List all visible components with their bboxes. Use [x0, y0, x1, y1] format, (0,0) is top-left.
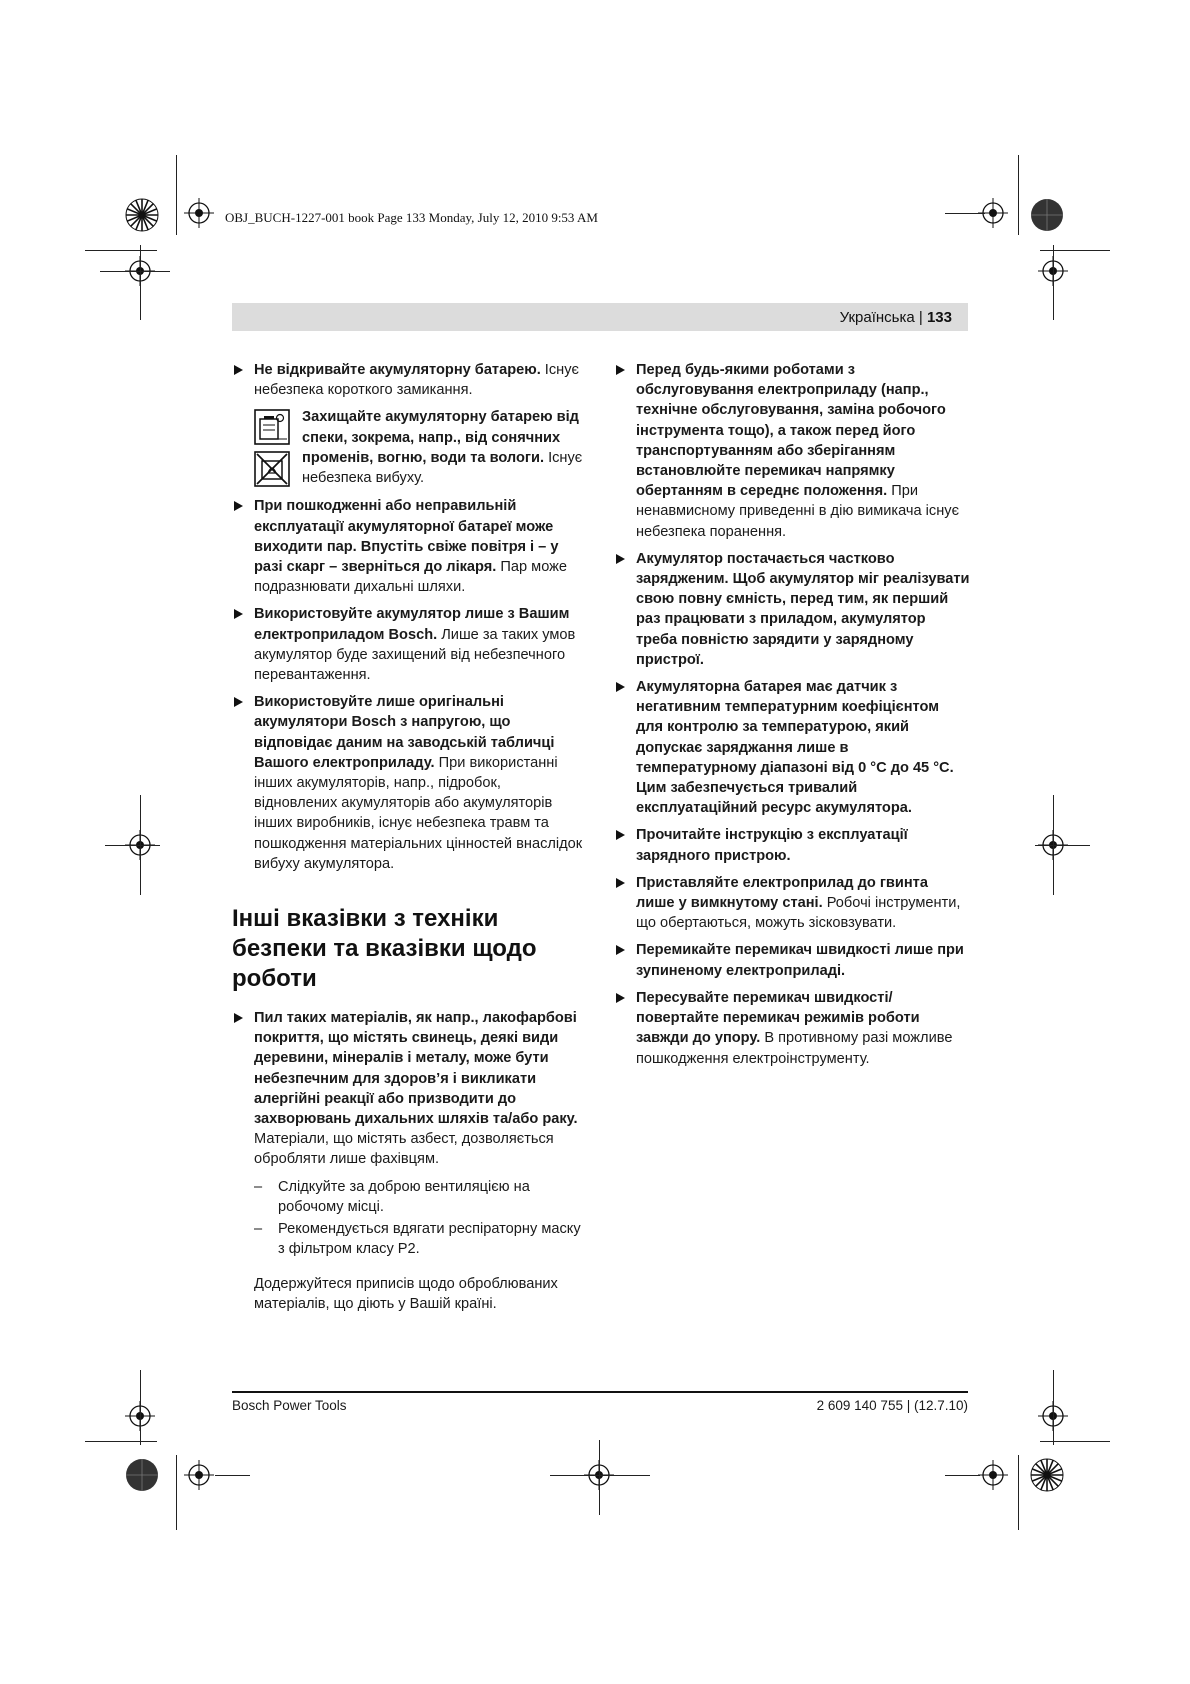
icon-note-text: Існує небезпека вибуху.: [302, 449, 583, 487]
item-text: В противному разі можливе пошкодження електроінструменту.: [636, 1030, 953, 1067]
item-text: Матеріали, що містять азбест, дозволяється обробляти лише фахівцям.: [254, 1131, 554, 1168]
item-text: Пар може подразнювати дихальні шляхи.: [254, 559, 568, 596]
item-bold-text: Приставляйте електроприлад до гвинта лише у вимкнутому стані.: [636, 874, 928, 912]
item-bold-text: Перемикайте перемикач швидкості лише при зупиненому електроприладі.: [636, 942, 964, 979]
bullet-arrow-icon: [616, 878, 625, 888]
left-column: [232, 360, 584, 1314]
dash-list-item: [232, 1219, 584, 1259]
item-bold-text: Акумулятор постачається частково зарядженим. Щоб акумулятор міг реалізувати свою повну ємність, перед тим, як перший раз працювати з приладом, акумулятор треба повністю зарядити у зарядному пристрої.: [636, 550, 970, 668]
dash-marker: –: [254, 1178, 263, 1195]
footer-rule: [232, 1391, 968, 1393]
item-bold-text: Використовуйте лише оригінальні акумулятори Bosch з напругою, що відповідає даним на заводській табличці Вашого електроприладу.: [254, 694, 555, 771]
item-bold-text: Пил таких матеріалів, як напр., лакофарбові покриття, що містять свинець, деякі види деревини, мінералів і металу, може бути небезпечним для здоров’я і викликати алергійні реакції або призводити до захворювань дихальних шляхів та/або раку.: [254, 1010, 578, 1128]
registration-sunburst-icon: [1030, 1458, 1064, 1492]
heat-sun-warning-icon: [254, 409, 290, 445]
registration-crosshair-icon: [184, 1460, 214, 1490]
list-item: [232, 1008, 584, 1170]
item-bold-text: Акумуляторна батарея має датчик з негативним температурним коефіцієнтом для контролю за температурою, який допускає заряджання лише в температурному діапазоні від 0 °C до 45 °C. Цим забезпечується тривалий експлуатаційний ресурс акумулятора.: [636, 679, 954, 817]
no-fire-water-icon: [254, 451, 290, 487]
bullet-arrow-icon: [234, 501, 243, 511]
item-text: Лише за таких умов акумулятор буде захищений від небезпечного перевантаження.: [254, 626, 576, 684]
dash-marker: –: [254, 1221, 263, 1238]
bullet-arrow-icon: [616, 682, 625, 692]
item-bold-text: Прочитайте інструкцію з експлуатації зарядного пристрою.: [636, 827, 908, 864]
page-number: 133: [926, 309, 952, 326]
item-bold-text: Пересувайте перемикач швидкості/повертайте перемикач режимів роботи завжди до упору.: [636, 989, 920, 1047]
item-text: Існує небезпека короткого замикання.: [254, 362, 579, 399]
list-item: [614, 677, 970, 818]
heat-warning-block: [254, 407, 584, 489]
icon-note-bold-text: Захищайте акумуляторну батарею від спеки, зокрема, напр., від сонячних променів, вогню, води та вологи.: [302, 409, 579, 466]
bullet-arrow-icon: [234, 365, 243, 375]
bullet-arrow-icon: [616, 945, 625, 955]
list-item: [614, 360, 970, 542]
right-column: [614, 360, 970, 1076]
bullet-arrow-icon: [234, 697, 243, 707]
list-item: [614, 988, 970, 1069]
header-language: Українська: [839, 309, 915, 326]
item-text: При використанні інших акумуляторів, напр., підробок, відновлених акумуляторів або акумуляторів інших виробників, існує небезпека травм та пошкодження матеріальних цінностей внаслідок вибуху акумулятора.: [254, 754, 583, 872]
item-bold-text: Не відкривайте акумуляторну батарею.: [254, 362, 541, 378]
page-header: [232, 303, 968, 331]
footer-brand: Bosch Power Tools: [232, 1398, 347, 1413]
registration-crosshair-icon: [978, 1460, 1008, 1490]
item-text: При ненавмисному приведенні в дію вимикача існує небезпека поранення.: [636, 483, 960, 540]
section-heading: Інші вказівки з техніки безпеки та вказівки щодо роботи: [232, 905, 537, 993]
dash-item-text: Рекомендується вдягати респіраторну маску з фільтром класу Р2.: [278, 1221, 581, 1258]
registration-solid-circle-icon: [125, 1458, 159, 1492]
item-text: Робочі інструменти, що обертаються, можуть зісковзувати.: [636, 895, 961, 932]
header-separator: |: [918, 309, 923, 326]
registration-crosshair-icon: [184, 198, 214, 228]
bullet-arrow-icon: [616, 993, 625, 1003]
bullet-arrow-icon: [616, 554, 625, 564]
item-bold-text: Використовуйте акумулятор лише з Вашим електроприладом Bosch.: [254, 606, 570, 643]
footer-doc-number: 2 609 140 755 | (12.7.10): [816, 1398, 968, 1413]
bullet-arrow-icon: [234, 609, 243, 619]
dash-list-item: [232, 1177, 584, 1217]
dash-item-text: Слідкуйте за доброю вентиляцією на робочому місці.: [278, 1178, 530, 1215]
bullet-arrow-icon: [234, 1013, 243, 1023]
registration-sunburst-icon: [125, 198, 159, 232]
list-item: [614, 549, 970, 670]
list-item: [614, 873, 970, 934]
item-bold-text: При пошкодженні або неправильній експлуатації акумуляторної батареї може виходити пар. Впустіть свіже повітря і – у разі скарг – зверніться до лікаря.: [254, 498, 559, 576]
bullet-arrow-icon: [616, 830, 625, 840]
list-item: [232, 496, 584, 597]
list-item: [614, 940, 970, 980]
item-bold-text: Перед будь-якими роботами з обслуговування електроприладу (напр., технічне обслуговування, заміна робочого інструмента тощо), а також перед його транспортуванням або зберіганням встановлюйте перемикач напрямку обертанням в середнє положення.: [636, 362, 946, 500]
list-item: [232, 604, 584, 685]
list-item: [614, 825, 970, 865]
header-title: [840, 309, 952, 326]
closing-paragraph: Додержуйтеся приписів щодо оброблюваних матеріалів, що діють у Вашій країні.: [254, 1275, 558, 1312]
bullet-arrow-icon: [616, 365, 625, 375]
print-slug: OBJ_BUCH-1227-001 book Page 133 Monday, July 12, 2010 9:53 AM: [225, 210, 598, 225]
list-item: [232, 692, 584, 874]
registration-solid-circle-icon: [1030, 198, 1064, 232]
list-item: [232, 360, 584, 400]
